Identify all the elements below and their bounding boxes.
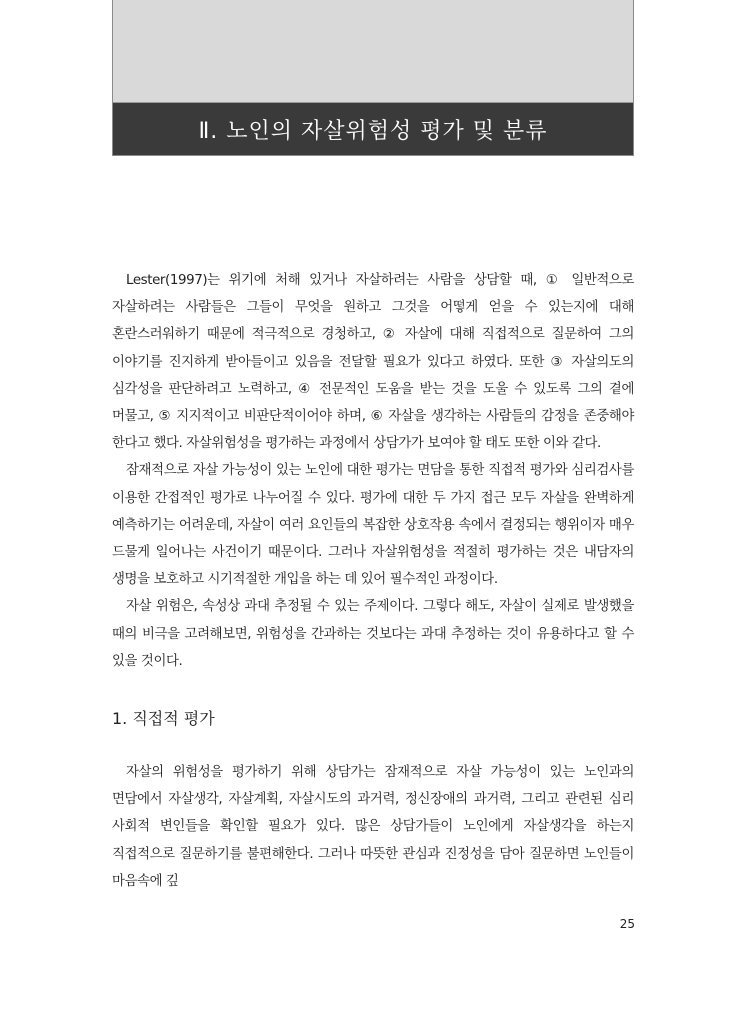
intro-text: [112, 267, 634, 675]
page-number: 25: [619, 917, 635, 931]
section-text: [112, 759, 634, 895]
section-heading: 1. 직접적 평가: [112, 709, 215, 728]
chapter-title: Ⅱ. 노인의 자살위험성 평가 및 분류: [198, 118, 548, 144]
paragraph: Lester(1997)는 위기에 처해 있거나 자살하려는 사람을 상담할 때, ① 일반적으로 자살하려는 사람들은 그들이 무엇을 원하고 그것을 어떻게 얻을 수 있는지에 대해 혼란스러워하기 때문에 적극적으로 경청하고, ② 자살에 대해 직접적으로 질문하여 그의 이야기를 진지하게 받아들이고 있음을 전달할 필요가 있다고 하였다. 또한 ③ 자살의도의 심각성을 판단하려고 노력하고, ④ 전문적인 도움을 받는 것을 도울 수 있도록 그의 곁에 머물고, ⑤ 지지적이고 비판단적이어야 하며, ⑥ 자살을 생각하는 사람들의 감정을 존중해야 한다고 했다. 자살위험성을 평가하는 과정에서 상담가가 보여야 할 태도 또한 이와 같다.: [112, 273, 634, 452]
paragraph: 자살의 위험성을 평가하기 위해 상담가는 잠재적으로 자살 가능성이 있는 노인과의 면담에서 자살생각, 자살계획, 자살시도의 과거력, 정신장애의 과거력, 그리고 관련된 심리 사회적 변인들을 확인할 필요가 있다. 많은 상담가들이 노인에게 자살생각을 하는지 직접적으로 질문하기를 불편해한다. 그러나 따뜻한 관심과 진정성을 담아 질문하면 노인들이 마음속에 깊: [112, 765, 634, 889]
chapter-title-bar: [113, 102, 633, 155]
paragraph: 잠재적으로 자살 가능성이 있는 노인에 대한 평가는 면담을 통한 직접적 평가와 심리검사를 이용한 간접적인 평가로 나누어질 수 있다. 평가에 대한 두 가지 접근 모두 자살을 완벽하게 예측하기는 어려운데, 자살이 여러 요인들의 복잡한 상호작용 속에서 결정되는 행위이자 매우 드물게 일어나는 사건이기 때문이다. 그러나 자살위험성을 적절히 평가하는 것은 내담자의 생명을 보호하고 시기적절한 개입을 하는 데 있어 필수적인 과정이다.: [112, 463, 634, 588]
paragraph: 자살 위험은, 속성상 과대 추정될 수 있는 주제이다. 그렇다 해도, 자살이 실제로 발생했을 때의 비극을 고려해보면, 위험성을 간과하는 것보다는 과대 추정하는 것이 유용하다고 할 수 있을 것이다.: [112, 599, 634, 669]
chapter-header: [112, 0, 634, 156]
